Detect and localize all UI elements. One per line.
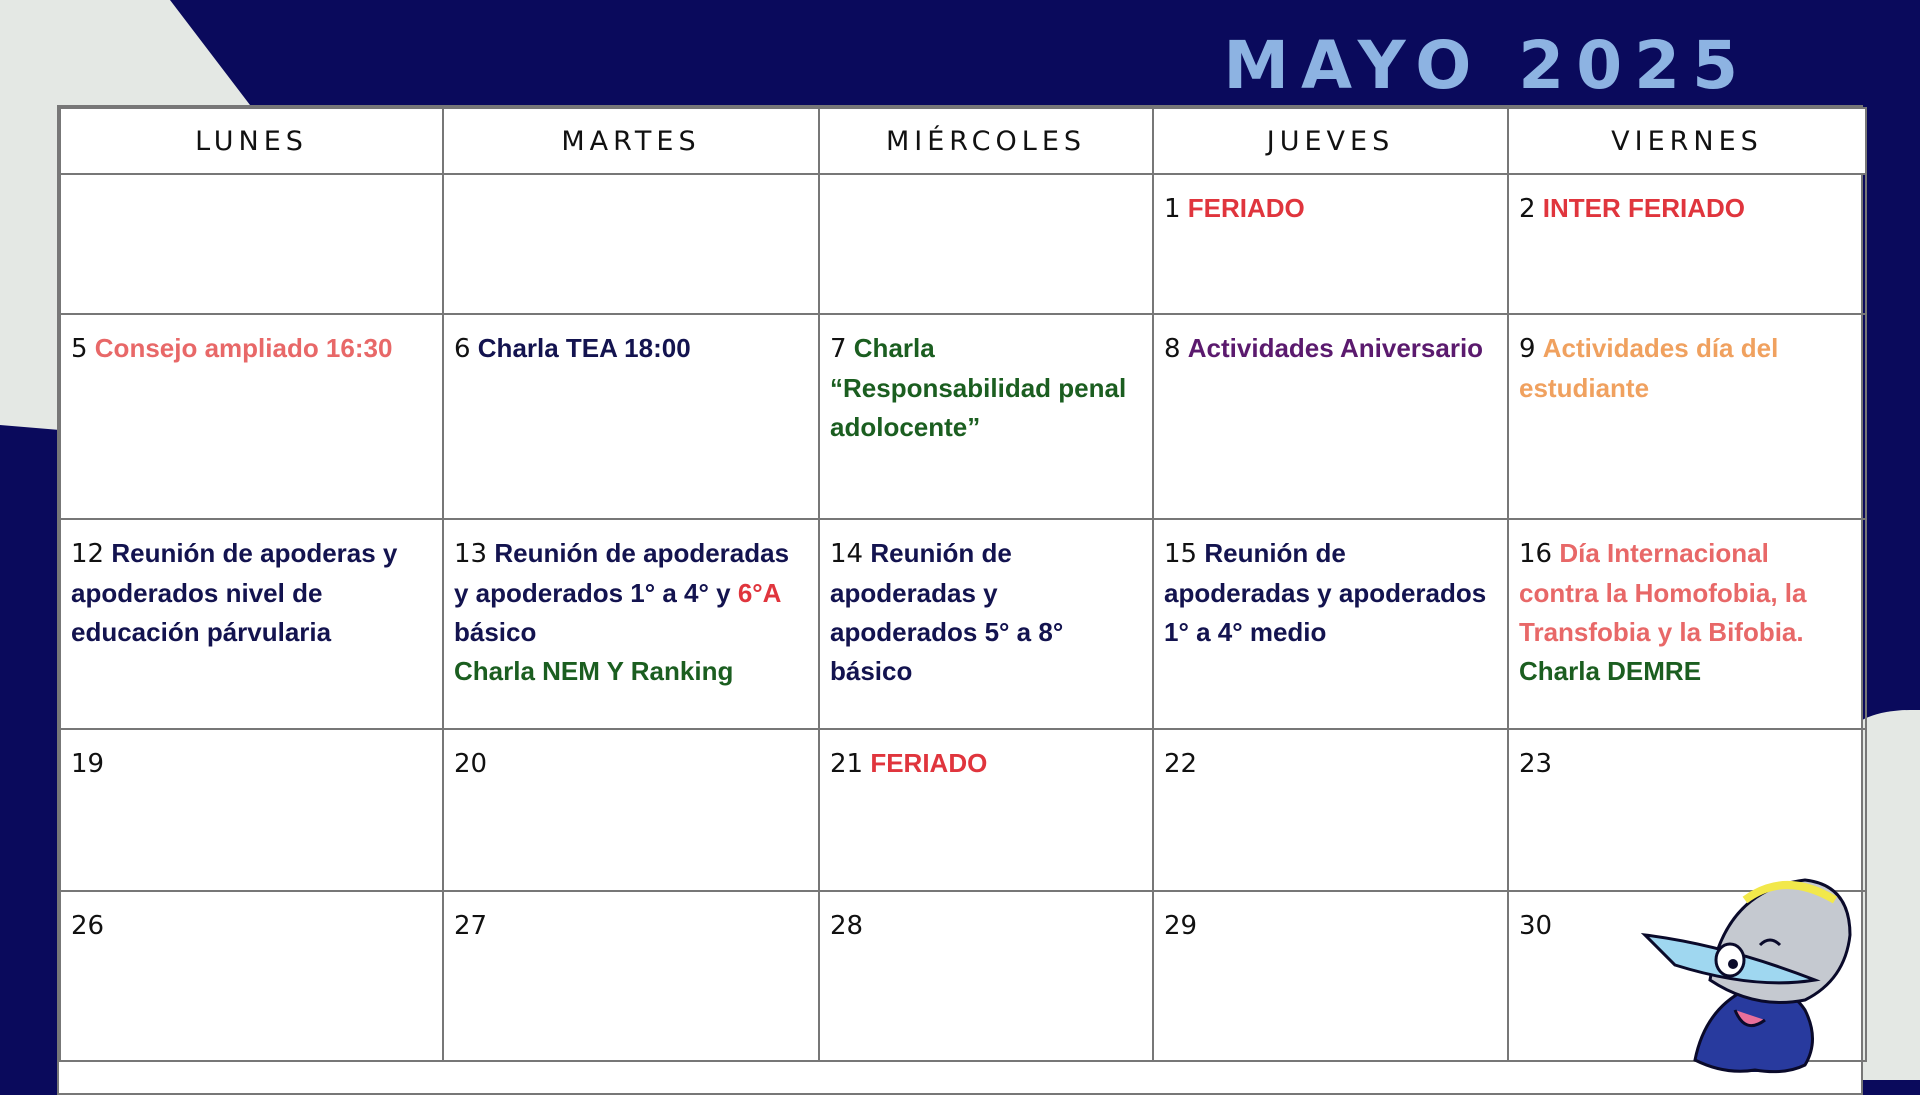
- calendar-day-cell: [1508, 174, 1866, 314]
- event-label: Actividades Aniversario: [1187, 333, 1484, 363]
- day-number: 20: [454, 749, 488, 779]
- calendar-day-cell: [443, 314, 819, 519]
- calendar-title: MAYO 2025: [1223, 27, 1750, 104]
- calendar-day-cell: [60, 174, 443, 314]
- weekday-header: VIERNES: [1508, 108, 1866, 174]
- day-number: 2: [1519, 194, 1536, 224]
- calendar-week-row: [60, 314, 1866, 519]
- calendar-day-cell: [443, 174, 819, 314]
- event-label: Charla NEM Y Ranking: [454, 656, 734, 686]
- day-number: 22: [1164, 749, 1198, 779]
- event-label: Charla DEMRE: [1519, 656, 1702, 686]
- day-number: 19: [71, 749, 105, 779]
- calendar-day-cell: [819, 174, 1153, 314]
- day-number: 8: [1164, 334, 1181, 364]
- day-number: 28: [830, 911, 864, 941]
- event-label: Día Internacional contra la Homofobia, la Transfobia y la Bifobia.: [1519, 538, 1807, 647]
- calendar-grid: [57, 105, 1863, 1095]
- calendar-day-cell: [443, 891, 819, 1061]
- calendar-table: [59, 107, 1867, 1062]
- day-number: 23: [1519, 749, 1553, 779]
- calendar-day-cell: [819, 519, 1153, 729]
- calendar-day-cell: [819, 314, 1153, 519]
- day-number: 29: [1164, 911, 1198, 941]
- calendar-day-cell: [443, 729, 819, 891]
- day-number: 16: [1519, 539, 1553, 569]
- day-number: 14: [830, 539, 864, 569]
- calendar-day-cell: [1153, 519, 1508, 729]
- calendar-day-cell: [1153, 729, 1508, 891]
- calendar-day-cell: [443, 519, 819, 729]
- calendar-day-cell: [60, 729, 443, 891]
- day-number: 12: [71, 539, 105, 569]
- event-label: FERIADO: [870, 748, 988, 778]
- mascot-icon: [1635, 860, 1870, 1080]
- day-number: 15: [1164, 539, 1198, 569]
- event-label: Reunión de apoderadas y apoderados 5° a 8° básico: [830, 538, 1064, 686]
- event-label: Charla “Responsabilidad penal adolocente”: [830, 333, 1127, 442]
- calendar-week-row: [60, 519, 1866, 729]
- calendar-day-cell: [60, 314, 443, 519]
- calendar-day-cell: [60, 519, 443, 729]
- weekday-header-row: [60, 108, 1866, 174]
- calendar-week-row: [60, 891, 1866, 1061]
- weekday-header: JUEVES: [1153, 108, 1508, 174]
- event-label: Reunión de apoderadas y apoderados 1° a 4° medio: [1164, 538, 1487, 647]
- day-number: 6: [454, 334, 471, 364]
- day-number: 9: [1519, 334, 1536, 364]
- calendar-week-row: [60, 729, 1866, 891]
- calendar-day-cell: [819, 729, 1153, 891]
- calendar-day-cell: [1153, 174, 1508, 314]
- calendar-day-cell: [819, 891, 1153, 1061]
- weekday-header: LUNES: [60, 108, 443, 174]
- event-label: Consejo ampliado 16:30: [94, 333, 393, 363]
- event-label: Actividades día del estudiante: [1519, 333, 1779, 403]
- event-label: Reunión de apoderadas y apoderados 1° a 4° y: [454, 538, 790, 608]
- day-number: 27: [454, 911, 488, 941]
- day-number: 5: [71, 334, 88, 364]
- day-number: 26: [71, 911, 105, 941]
- calendar-day-cell: [1153, 314, 1508, 519]
- day-number: 1: [1164, 194, 1181, 224]
- day-number: 13: [454, 539, 488, 569]
- calendar-day-cell: [1508, 314, 1866, 519]
- event-label: FERIADO: [1187, 193, 1305, 223]
- event-label: INTER FERIADO: [1542, 193, 1746, 223]
- day-number: 21: [830, 749, 864, 779]
- day-number: 30: [1519, 911, 1553, 941]
- calendar-day-cell: [1508, 519, 1866, 729]
- event-label: Charla TEA 18:00: [477, 333, 691, 363]
- event-label: 6°A: [737, 578, 782, 608]
- calendar-day-cell: [1153, 891, 1508, 1061]
- day-number: 7: [830, 334, 847, 364]
- weekday-header: MARTES: [443, 108, 819, 174]
- weekday-header: MIÉRCOLES: [819, 108, 1153, 174]
- calendar-day-cell: [60, 891, 443, 1061]
- calendar-week-row: [60, 174, 1866, 314]
- event-label: Reunión de apoderas y apoderados nivel de educación párvularia: [71, 538, 398, 647]
- event-label: básico: [454, 617, 537, 647]
